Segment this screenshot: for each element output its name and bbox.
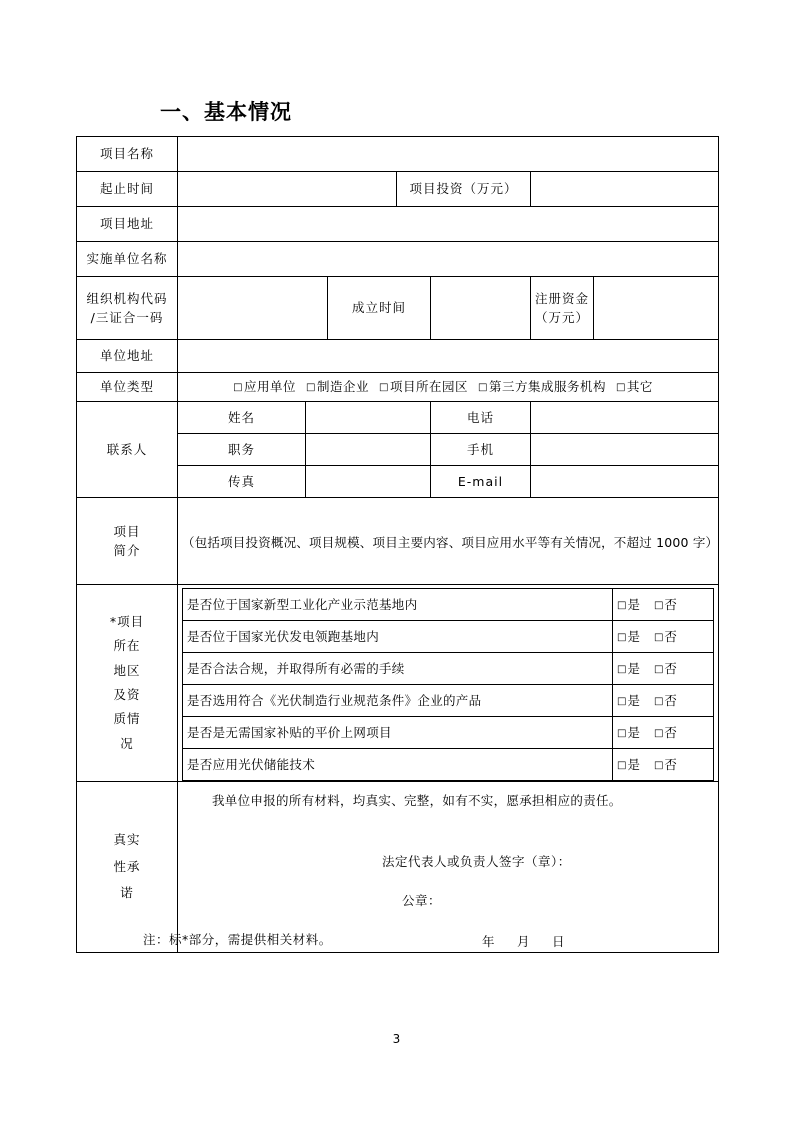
checkbox-icon[interactable]: □ — [477, 382, 488, 394]
label-org-code — [77, 277, 178, 340]
table-row-unit-address — [77, 340, 719, 373]
question-0-options — [613, 589, 714, 621]
field-unit-type-options — [178, 373, 719, 402]
field-contact-mobile[interactable] — [531, 434, 719, 466]
field-registered-capital[interactable] — [594, 277, 719, 340]
table-row-contact-1 — [77, 402, 719, 434]
field-project-name[interactable] — [178, 137, 719, 172]
question-4-options — [613, 717, 714, 749]
checkbox-icon[interactable]: □ — [617, 695, 627, 707]
checkbox-icon[interactable]: □ — [379, 382, 389, 394]
label-registered-capital — [531, 277, 594, 340]
label-commitment-line2: 性承 — [113, 858, 141, 874]
label-registered-capital-line1: 注册资金 — [535, 290, 590, 306]
label-org-code-line2: /三证合一码 — [90, 310, 164, 325]
question-5-yes[interactable] — [617, 757, 640, 772]
question-row-2 — [183, 653, 714, 685]
option-unit-type-1[interactable] — [306, 379, 369, 394]
label-qualification-line4: 及资 — [113, 687, 141, 702]
checkbox-icon[interactable]: □ — [617, 599, 627, 611]
question-4-no-label: 否 — [664, 724, 677, 740]
question-1-no[interactable] — [654, 629, 677, 644]
label-qualification-line3: 地区 — [113, 662, 141, 678]
question-5-no-label: 否 — [664, 756, 677, 772]
option-unit-type-2-label: 项目所在园区 — [389, 379, 468, 395]
field-implementing-unit[interactable] — [178, 242, 719, 277]
table-row-project-intro — [77, 498, 719, 585]
label-contact-person: 联系人 — [77, 402, 178, 498]
commitment-signature-line[interactable]: 法定代表人或负责人签字（章）： — [382, 854, 571, 870]
checkbox-icon[interactable]: □ — [653, 759, 664, 771]
label-period: 起止时间 — [77, 172, 178, 207]
field-contact-position[interactable] — [306, 434, 431, 466]
label-commitment — [77, 782, 178, 953]
checkbox-icon[interactable]: □ — [653, 727, 664, 739]
question-3-yes-label: 是 — [627, 692, 640, 708]
field-org-code[interactable] — [178, 277, 328, 340]
checkbox-icon[interactable]: □ — [617, 727, 627, 739]
label-qualification — [77, 585, 178, 782]
question-1-options — [613, 621, 714, 653]
field-project-address[interactable] — [178, 207, 719, 242]
option-unit-type-3[interactable] — [478, 379, 606, 394]
label-unit-type: 单位类型 — [77, 373, 178, 402]
option-unit-type-1-label: 制造企业 — [317, 379, 370, 395]
field-period[interactable] — [178, 172, 397, 207]
field-unit-address[interactable] — [178, 340, 719, 373]
question-2-options — [613, 653, 714, 685]
table-row-project-address — [77, 207, 719, 242]
label-commitment-line1: 真实 — [113, 832, 141, 848]
question-4-text: 是否是无需国家补贴的平价上网项目 — [183, 717, 613, 749]
table-row-org-code — [77, 277, 719, 340]
table-row-period — [77, 172, 719, 207]
label-qualification-line1: *项目 — [109, 613, 145, 629]
field-contact-fax[interactable] — [306, 466, 431, 498]
question-row-3 — [183, 685, 714, 717]
label-qualification-line6: 况 — [120, 735, 134, 751]
label-qualification-line2: 所在 — [113, 638, 141, 654]
checkbox-icon[interactable]: □ — [306, 382, 316, 394]
question-2-no-label: 否 — [664, 660, 677, 676]
question-row-1 — [183, 621, 714, 653]
question-5-text: 是否应用光伏储能技术 — [183, 749, 613, 781]
label-contact-position: 职务 — [178, 434, 306, 466]
label-contact-phone: 电话 — [431, 402, 531, 434]
question-row-0 — [183, 589, 714, 621]
question-2-no[interactable] — [654, 661, 677, 676]
question-4-yes-label: 是 — [627, 724, 640, 740]
label-project-address: 项目地址 — [77, 207, 178, 242]
label-implementing-unit: 实施单位名称 — [77, 242, 178, 277]
option-unit-type-0[interactable] — [233, 379, 296, 394]
label-investment: 项目投资（万元） — [397, 172, 531, 207]
label-contact-mobile: 手机 — [431, 434, 531, 466]
label-contact-email: E-mail — [431, 466, 531, 498]
table-row-commitment — [77, 782, 719, 953]
question-3-no-label: 否 — [664, 692, 677, 708]
label-contact-fax: 传真 — [178, 466, 306, 498]
field-investment[interactable] — [531, 172, 719, 207]
checkbox-icon[interactable]: □ — [617, 663, 627, 675]
field-contact-email[interactable] — [531, 466, 719, 498]
checkbox-icon[interactable]: □ — [653, 663, 664, 675]
question-1-text: 是否位于国家光伏发电领跑基地内 — [183, 621, 613, 653]
label-registered-capital-line2: （万元） — [535, 310, 590, 325]
option-unit-type-4-label: 其它 — [626, 379, 653, 395]
checkbox-icon[interactable]: □ — [233, 382, 244, 394]
label-establish-time: 成立时间 — [328, 277, 431, 340]
question-5-options — [613, 749, 714, 781]
field-establish-time[interactable] — [431, 277, 531, 340]
question-0-text: 是否位于国家新型工业化产业示范基地内 — [183, 589, 613, 621]
footnote: 注：标*部分，需提供相关材料。 — [143, 932, 332, 947]
checkbox-icon[interactable]: □ — [615, 382, 626, 394]
option-unit-type-3-label: 第三方集成服务机构 — [488, 379, 606, 395]
field-contact-name[interactable] — [306, 402, 431, 434]
question-3-options — [613, 685, 714, 717]
option-unit-type-2[interactable] — [379, 379, 468, 394]
label-qualification-line5: 质情 — [113, 711, 141, 727]
checkbox-icon[interactable]: □ — [653, 695, 664, 707]
qualification-questions — [178, 585, 719, 782]
question-0-no-label: 否 — [664, 596, 677, 612]
question-3-text: 是否选用符合《光伏制造行业规范条件》企业的产品 — [183, 685, 613, 717]
table-row-unit-type — [77, 373, 719, 402]
page-title: 一、基本情况 — [160, 100, 292, 124]
project-intro-hint: （包括项目投资概况、项目规模、项目主要内容、项目应用水平等有关情况，不超过 1000 字） — [182, 535, 719, 550]
question-0-yes-label: 是 — [627, 596, 640, 612]
question-1-yes-label: 是 — [627, 628, 640, 644]
question-3-no[interactable] — [654, 693, 677, 708]
question-2-text: 是否合法合规，并取得所有必需的手续 — [183, 653, 613, 685]
basic-information-form — [76, 136, 719, 953]
label-project-intro-line1: 项目 — [113, 523, 141, 539]
commitment-date-month: 月 — [517, 934, 531, 950]
question-row-4 — [183, 717, 714, 749]
question-0-no[interactable] — [654, 597, 677, 612]
question-3-yes[interactable] — [617, 693, 640, 708]
table-row-qualification — [77, 585, 719, 782]
field-contact-phone[interactable] — [531, 402, 719, 434]
question-5-no[interactable] — [654, 757, 677, 772]
table-row-implementing-unit — [77, 242, 719, 277]
label-commitment-line3: 诺 — [120, 884, 134, 900]
question-5-yes-label: 是 — [627, 756, 640, 772]
commitment-statement: 我单位申报的所有材料，均真实、完整，如有不实，愿承担相应的责任。 — [212, 793, 622, 808]
label-contact-name: 姓名 — [178, 402, 306, 434]
option-unit-type-0-label: 应用单位 — [244, 379, 297, 395]
checkbox-icon[interactable]: □ — [617, 759, 627, 771]
question-2-yes[interactable] — [617, 661, 640, 676]
question-4-no[interactable] — [654, 725, 677, 740]
label-project-name: 项目名称 — [77, 137, 178, 172]
question-2-yes-label: 是 — [627, 660, 640, 676]
question-4-yes[interactable] — [617, 725, 640, 740]
commitment-date-year: 年 — [482, 934, 496, 950]
option-unit-type-4[interactable] — [616, 379, 653, 394]
label-unit-address: 单位地址 — [77, 340, 178, 373]
question-1-no-label: 否 — [664, 628, 677, 644]
commitment-date-day: 日 — [552, 934, 566, 950]
page-number: 3 — [392, 1032, 401, 1046]
label-org-code-line1: 组织机构代码 — [86, 290, 168, 306]
label-project-intro — [77, 498, 178, 585]
questions-table — [182, 588, 714, 781]
question-0-yes[interactable] — [617, 597, 640, 612]
question-row-5 — [183, 749, 714, 781]
checkbox-icon[interactable]: □ — [653, 599, 664, 611]
table-row-project-name — [77, 137, 719, 172]
label-project-intro-line2: 简介 — [113, 543, 141, 558]
commitment-content — [178, 782, 719, 953]
question-1-yes[interactable] — [617, 629, 640, 644]
field-project-intro[interactable] — [178, 498, 719, 585]
commitment-seal-line[interactable]: 公章： — [402, 892, 442, 908]
checkbox-icon[interactable]: □ — [617, 631, 627, 643]
checkbox-icon[interactable]: □ — [653, 631, 664, 643]
